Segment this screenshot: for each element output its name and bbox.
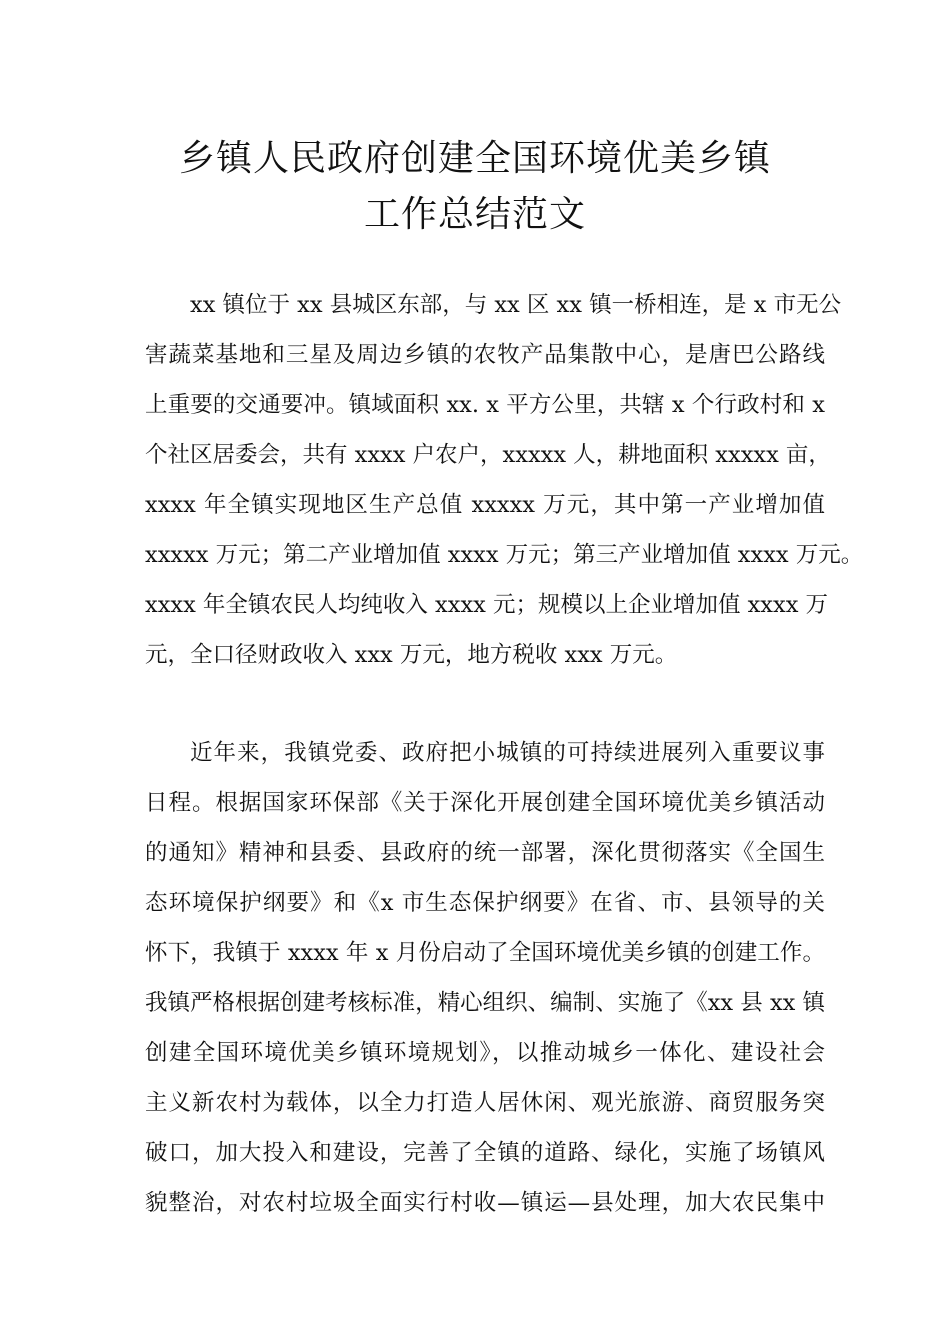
paragraph-2-line-10: 貌整治，对农村垃圾全面实行村收—镇运—县处理，加大农民集中 [145, 1190, 825, 1216]
paragraph-1-line-8: 元，全口径财政收入 xxx 万元，地方税收 xxx 万元。 [145, 642, 678, 668]
document-title-line-1: 乡镇人民政府创建全国环境优美乡镇 [178, 138, 771, 179]
paragraph-2-line-1: 近年来，我镇党委、政府把小城镇的可持续进展列入重要议事 [190, 740, 825, 766]
paragraph-1-line-6: xxxxx 万元；第二产业增加值 xxxx 万元；第三产业增加值 xxxx 万元。 [145, 542, 864, 568]
paragraph-2-line-3: 的通知》精神和县委、县政府的统一部署，深化贯彻落实《全国生 [145, 840, 825, 866]
paragraph-1-line-2: 害蔬菜基地和三星及周边乡镇的农牧产品集散中心，是唐巴公路线 [145, 342, 825, 368]
paragraph-2-line-4: 态环境保护纲要》和《x 市生态保护纲要》在省、市、县领导的关 [145, 890, 825, 916]
paragraph-2-line-5: 怀下，我镇于 xxxx 年 x 月份启动了全国环境优美乡镇的创建工作。 [145, 940, 825, 966]
paragraph-2-line-7: 创建全国环境优美乡镇环境规划》，以推动城乡一体化、建设社会 [145, 1040, 825, 1066]
paragraph-2-line-8: 主义新农村为载体，以全力打造人居休闲、观光旅游、商贸服务突 [145, 1090, 825, 1116]
paragraph-2-line-6: 我镇严格根据创建考核标准，精心组织、编制、实施了《xx 县 xx 镇 [145, 990, 825, 1016]
paragraph-2-line-9: 破口，加大投入和建设，完善了全镇的道路、绿化，实施了场镇风 [145, 1140, 825, 1166]
document-title-line-2: 工作总结范文 [363, 194, 586, 235]
paragraph-1-line-3: 上重要的交通要冲。镇域面积 xx. x 平方公里，共辖 x 个行政村和 x [145, 392, 825, 418]
paragraph-1-line-5: xxxx 年全镇实现地区生产总值 xxxxx 万元，其中第一产业增加值 [145, 492, 825, 518]
paragraph-2-line-2: 日程。根据国家环保部《关于深化开展创建全国环境优美乡镇活动 [145, 790, 825, 816]
paragraph-1-line-4: 个社区居委会，共有 xxxx 户农户，xxxxx 人，耕地面积 xxxxx 亩， [145, 442, 831, 468]
paragraph-1-line-1: xx 镇位于 xx 县城区东部，与 xx 区 xx 镇一桥相连，是 x 市无公 [190, 292, 842, 318]
paragraph-1-line-7: xxxx 年全镇农民人均纯收入 xxxx 元；规模以上企业增加值 xxxx 万 [145, 592, 829, 618]
